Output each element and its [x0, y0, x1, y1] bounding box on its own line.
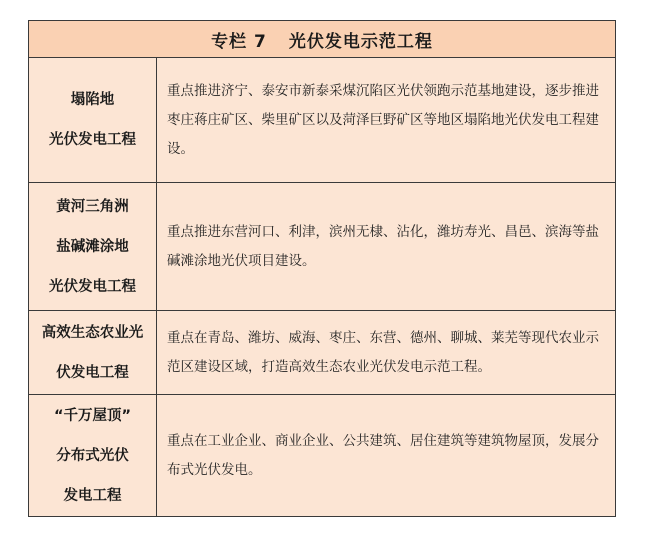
table-row [29, 58, 615, 183]
table-title-prefix: 专栏 7 [211, 31, 267, 52]
table-row [29, 183, 615, 311]
row-content-text: 重点推进东营河口、利津，滨州无棣、沾化，潍坊寿光、昌邑、滨海等盐碱滩涂地光伏项目建设。 [167, 223, 599, 269]
row-label-line: 盐碱滩涂地 [56, 238, 129, 255]
row-content [157, 395, 615, 516]
photovoltaic-demo-table [28, 20, 616, 517]
row-label [29, 183, 157, 310]
row-content-text: 重点在青岛、潍坊、威海、枣庄、东营、德州、聊城、莱芜等现代农业示范区建设区域，打造高效生态农业光伏发电示范工程。 [167, 329, 599, 375]
row-content [157, 58, 615, 182]
row-label-line: 伏发电工程 [56, 364, 129, 381]
row-content-text: 重点推进济宁、泰安市新泰采煤沉陷区光伏领跑示范基地建设，逐步推进枣庄蒋庄矿区、柴里矿区以及菏泽巨野矿区等地区塌陷地光伏发电工程建设。 [167, 82, 599, 157]
row-label-line: 光伏发电工程 [49, 132, 136, 148]
table-title: 光伏发电示范工程 [288, 31, 433, 52]
row-label-line: 分布式光伏 [56, 447, 129, 464]
row-label [29, 58, 157, 182]
table-row [29, 311, 615, 395]
row-label [29, 311, 157, 394]
row-content [157, 183, 615, 310]
row-label-line: 高效生态农业光 [41, 324, 144, 341]
row-label-line: 塌陷地 [70, 92, 115, 108]
row-content [157, 311, 615, 394]
row-label-line: 黄河三角洲 [56, 198, 129, 215]
row-label [29, 395, 157, 516]
row-label-line: “千万屋顶” [53, 407, 132, 424]
row-label-line: 发电工程 [63, 487, 122, 504]
row-label-line: 光伏发电工程 [49, 278, 136, 295]
table-row [29, 395, 615, 516]
table-title-row [29, 21, 615, 58]
row-content-text: 重点在工业企业、商业企业、公共建筑、居住建筑等建筑物屋顶，发展分布式光伏发电。 [167, 432, 599, 478]
